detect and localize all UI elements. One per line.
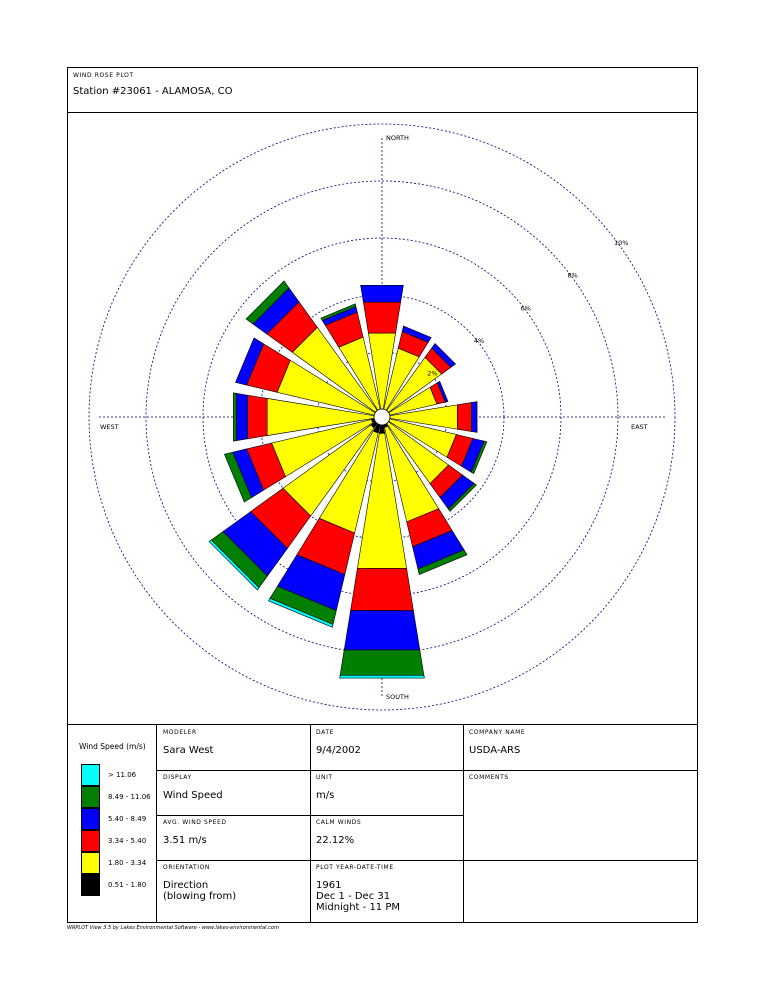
legend-label-0-1: 0.51 - 1.80 [108,881,147,889]
orientation-cell [163,864,236,902]
display-caption: DISPLAY [163,774,192,781]
ring-label-4pct: 4% [473,337,485,346]
ring-label-8pct: 8% [567,271,578,280]
petal-w-3-3-to-5-4 [248,395,268,439]
legend-swatch-0-1 [81,874,100,896]
south-label: SOUTH [386,693,409,701]
period-dates: Dec 1 - Dec 31 [316,891,391,902]
station-title: Station #23061 - ALAMOSA, CO [73,86,233,97]
calm-value: 22.12% [316,835,355,846]
ring-label-2pct: 2% [427,369,438,378]
orientation-line2: (blowing from) [163,891,237,902]
legend-label-over-11: > 11.06 [108,771,137,779]
unit-caption: UNIT [316,774,333,781]
comments-cell [469,774,509,781]
company-caption: COMPANY NAME [469,729,526,736]
period-cell [316,864,400,913]
petal-e-5-4-to-8-5 [472,402,478,433]
legend-swatch-over-11 [81,764,100,786]
north-label: NORTH [386,134,409,142]
legend-label-5-8: 5.40 - 8.49 [108,815,147,823]
period-value [316,880,400,913]
date-caption: DATE [316,729,335,736]
company-cell [469,729,525,756]
plot-header [67,67,698,113]
ring-label-6pct: 6% [520,304,531,313]
info-table [67,724,698,923]
petal-s-3-3-to-5-4 [351,568,414,610]
west-label: WEST [100,423,119,431]
modeler-value: Sara West [163,745,214,756]
display-value: Wind Speed [163,790,223,801]
legend-swatch-1-3 [81,852,100,874]
period-caption: PLOT YEAR-DATE-TIME [316,864,394,871]
modeler-caption: MODELER [163,729,197,736]
legend-title: Wind Speed (m/s) [79,742,146,751]
petal-w-8-5-to-11 [233,393,236,441]
petal-n-5-4-to-8-5 [361,285,404,302]
petal-e-3-3-to-5-4 [457,403,471,432]
east-label: EAST [631,423,648,431]
avg-speed-cell [163,819,227,846]
comments-caption: COMMENTS [469,774,509,781]
period-hours: Midnight - 11 PM [316,902,401,913]
ring-label-10pct: 10% [614,238,629,247]
unit-cell [316,774,334,801]
unit-value: m/s [316,790,335,801]
company-value: USDA-ARS [469,745,521,756]
date-cell [316,729,361,756]
legend-swatch-8-11 [81,786,100,808]
period-year: 1961 [316,880,342,891]
calm-cell [316,819,361,846]
legend-swatch-3-5 [81,830,100,852]
wind-rose-plot-area [67,112,698,725]
date-value: 9/4/2002 [316,745,361,756]
calm-caption: CALM WINDS [316,819,362,826]
legend-swatch-5-8 [81,808,100,830]
legend-label-3-5: 3.34 - 5.40 [108,837,147,845]
avg-speed-value: 3.51 m/s [163,835,207,846]
calm-center-circle [374,409,390,425]
legend-label-8-11: 8.49 - 11.06 [108,793,151,801]
orientation-caption: ORIENTATION [163,864,211,871]
petal-s-8-5-to-11 [340,650,424,675]
plot-type-caption: WIND ROSE PLOT [73,72,134,79]
petal-group [209,281,487,678]
petal-s-5-4-to-8-5 [344,611,420,650]
modeler-cell [163,729,213,756]
avg-speed-caption: AVG. WIND SPEED [163,819,227,826]
wind-rose-chart [68,113,699,726]
petal-s-over-11 [340,675,425,678]
petal-w-5-4-to-8-5 [236,393,247,440]
orientation-line1: Direction [163,880,209,891]
software-credit: WRPLOT View 3.5 by Lakes Environmental Software - www.lakes-environmental.com [67,925,279,931]
legend-label-1-3: 1.80 - 3.34 [108,859,147,867]
orientation-value [163,880,236,902]
petal-n-3-3-to-5-4 [363,302,400,333]
display-cell [163,774,223,801]
